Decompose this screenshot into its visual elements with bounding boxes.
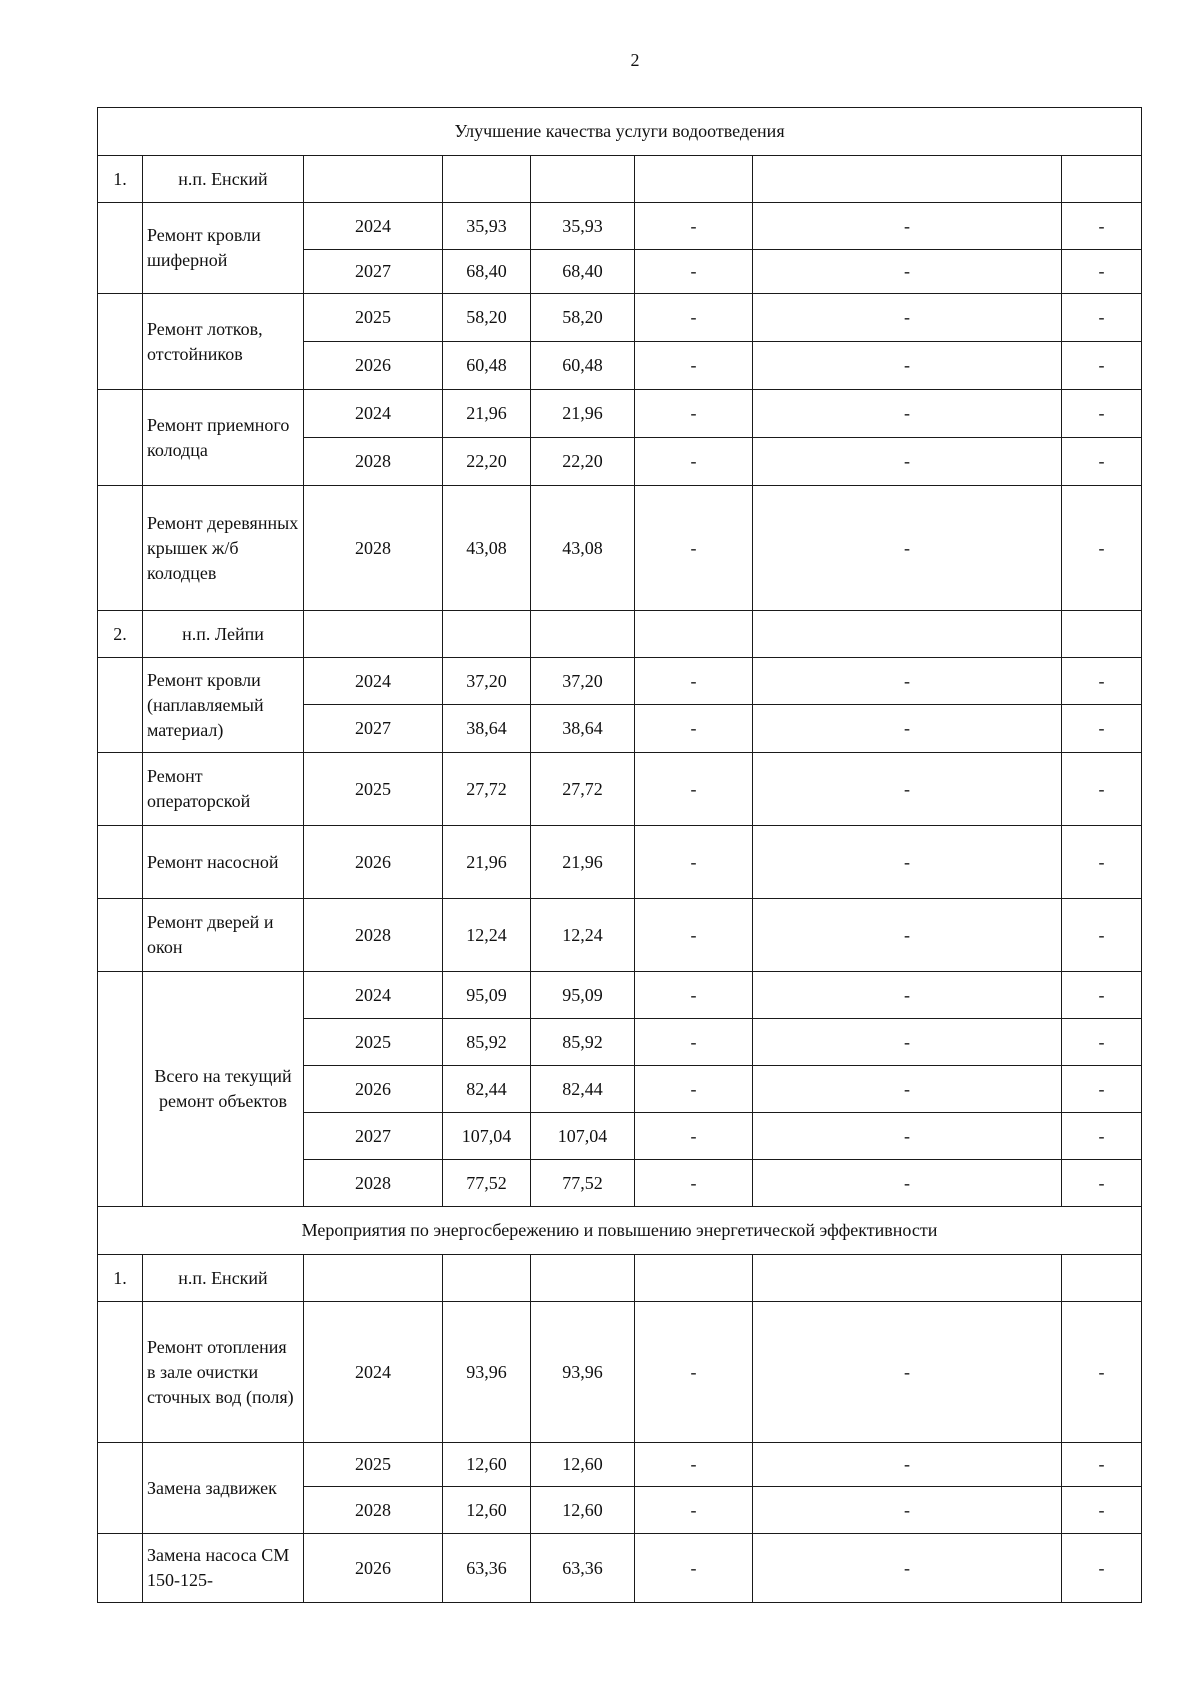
dash-cell: -	[635, 1066, 753, 1113]
settlement-name: н.п. Енский	[143, 156, 304, 203]
empty-cell	[753, 611, 1062, 658]
dash-cell: -	[1062, 826, 1142, 899]
value-cell: 77,52	[531, 1160, 635, 1207]
dash-cell: -	[753, 1066, 1062, 1113]
value-cell: 107,04	[443, 1113, 531, 1160]
dash-cell: -	[753, 1443, 1062, 1487]
value-cell: 58,20	[443, 294, 531, 342]
value-cell: 68,40	[443, 250, 531, 294]
dash-cell: -	[753, 753, 1062, 826]
empty-cell	[98, 203, 143, 294]
group-number: 1.	[98, 1255, 143, 1302]
value-cell: 37,20	[531, 658, 635, 705]
dash-cell: -	[635, 1302, 753, 1443]
value-cell: 37,20	[443, 658, 531, 705]
dash-cell: -	[1062, 250, 1142, 294]
dash-cell: -	[1062, 1487, 1142, 1534]
item-name: Ремонт отопления в зале очистки сточных вод (поля)	[143, 1302, 304, 1443]
year-cell: 2024	[304, 972, 443, 1019]
dash-cell: -	[753, 1487, 1062, 1534]
dash-cell: -	[1062, 658, 1142, 705]
value-cell: 85,92	[531, 1019, 635, 1066]
value-cell: 21,96	[531, 390, 635, 438]
item-name: Ремонт кровли шиферной	[143, 203, 304, 294]
empty-cell	[1062, 611, 1142, 658]
value-cell: 21,96	[443, 826, 531, 899]
value-cell: 95,09	[531, 972, 635, 1019]
year-cell: 2026	[304, 826, 443, 899]
item-name: Ремонт лотков, отстойников	[143, 294, 304, 390]
empty-cell	[443, 156, 531, 203]
year-cell: 2027	[304, 705, 443, 753]
value-cell: 82,44	[443, 1066, 531, 1113]
section-title: Мероприятия по энергосбережению и повышению энергетической эффективности	[98, 1207, 1142, 1255]
dash-cell: -	[1062, 1113, 1142, 1160]
empty-cell	[98, 1302, 143, 1443]
dash-cell: -	[1062, 342, 1142, 390]
year-cell: 2025	[304, 294, 443, 342]
empty-cell	[98, 972, 143, 1207]
value-cell: 77,52	[443, 1160, 531, 1207]
dash-cell: -	[635, 1443, 753, 1487]
dash-cell: -	[1062, 1534, 1142, 1603]
empty-cell	[304, 1255, 443, 1302]
dash-cell: -	[753, 203, 1062, 250]
item-name: Замена задвижек	[143, 1443, 304, 1534]
dash-cell: -	[1062, 972, 1142, 1019]
dash-cell: -	[635, 899, 753, 972]
value-cell: 35,93	[443, 203, 531, 250]
dash-cell: -	[635, 390, 753, 438]
empty-cell	[443, 611, 531, 658]
value-cell: 12,60	[443, 1443, 531, 1487]
empty-cell	[98, 294, 143, 390]
dash-cell: -	[1062, 390, 1142, 438]
total-label: Всего на текущий ремонт объектов	[143, 972, 304, 1207]
empty-cell	[98, 753, 143, 826]
year-cell: 2025	[304, 1019, 443, 1066]
dash-cell: -	[1062, 1302, 1142, 1443]
dash-cell: -	[1062, 1160, 1142, 1207]
value-cell: 12,60	[443, 1487, 531, 1534]
dash-cell: -	[635, 972, 753, 1019]
empty-cell	[531, 611, 635, 658]
empty-cell	[304, 156, 443, 203]
dash-cell: -	[753, 486, 1062, 611]
dash-cell: -	[753, 658, 1062, 705]
year-cell: 2024	[304, 1302, 443, 1443]
dash-cell: -	[1062, 899, 1142, 972]
dash-cell: -	[635, 1487, 753, 1534]
dash-cell: -	[1062, 438, 1142, 486]
section-title: Улучшение качества услуги водоотведения	[98, 108, 1142, 156]
value-cell: 107,04	[531, 1113, 635, 1160]
works-table	[97, 107, 1142, 1603]
year-cell: 2024	[304, 390, 443, 438]
dash-cell: -	[753, 1302, 1062, 1443]
dash-cell: -	[753, 972, 1062, 1019]
item-name: Ремонт операторской	[143, 753, 304, 826]
empty-cell	[635, 156, 753, 203]
value-cell: 63,36	[443, 1534, 531, 1603]
dash-cell: -	[753, 438, 1062, 486]
year-cell: 2026	[304, 342, 443, 390]
empty-cell	[98, 1534, 143, 1603]
value-cell: 12,60	[531, 1487, 635, 1534]
value-cell: 82,44	[531, 1066, 635, 1113]
year-cell: 2026	[304, 1066, 443, 1113]
value-cell: 22,20	[531, 438, 635, 486]
value-cell: 68,40	[531, 250, 635, 294]
dash-cell: -	[635, 1534, 753, 1603]
dash-cell: -	[753, 899, 1062, 972]
empty-cell	[531, 1255, 635, 1302]
dash-cell: -	[753, 390, 1062, 438]
value-cell: 12,24	[531, 899, 635, 972]
dash-cell: -	[635, 342, 753, 390]
empty-cell	[635, 611, 753, 658]
dash-cell: -	[635, 250, 753, 294]
dash-cell: -	[635, 753, 753, 826]
empty-cell	[98, 1443, 143, 1534]
year-cell: 2024	[304, 203, 443, 250]
value-cell: 38,64	[443, 705, 531, 753]
value-cell: 43,08	[443, 486, 531, 611]
empty-cell	[443, 1255, 531, 1302]
year-cell: 2028	[304, 486, 443, 611]
dash-cell: -	[1062, 1443, 1142, 1487]
empty-cell	[98, 390, 143, 486]
dash-cell: -	[1062, 753, 1142, 826]
value-cell: 38,64	[531, 705, 635, 753]
dash-cell: -	[1062, 203, 1142, 250]
year-cell: 2026	[304, 1534, 443, 1603]
dash-cell: -	[635, 294, 753, 342]
dash-cell: -	[753, 294, 1062, 342]
year-cell: 2028	[304, 899, 443, 972]
value-cell: 93,96	[443, 1302, 531, 1443]
year-cell: 2024	[304, 658, 443, 705]
dash-cell: -	[1062, 486, 1142, 611]
dash-cell: -	[635, 1160, 753, 1207]
value-cell: 12,60	[531, 1443, 635, 1487]
year-cell: 2025	[304, 1443, 443, 1487]
item-name: Ремонт кровли (наплавляемый материал)	[143, 658, 304, 753]
item-name: Ремонт дверей и окон	[143, 899, 304, 972]
item-name: Ремонт насосной	[143, 826, 304, 899]
empty-cell	[753, 1255, 1062, 1302]
value-cell: 95,09	[443, 972, 531, 1019]
year-cell: 2027	[304, 250, 443, 294]
empty-cell	[753, 156, 1062, 203]
dash-cell: -	[753, 1534, 1062, 1603]
value-cell: 12,24	[443, 899, 531, 972]
settlement-name: н.п. Лейпи	[143, 611, 304, 658]
dash-cell: -	[753, 826, 1062, 899]
empty-cell	[98, 486, 143, 611]
item-name: Ремонт приемного колодца	[143, 390, 304, 486]
dash-cell: -	[753, 1019, 1062, 1066]
dash-cell: -	[635, 826, 753, 899]
value-cell: 85,92	[443, 1019, 531, 1066]
value-cell: 35,93	[531, 203, 635, 250]
dash-cell: -	[1062, 705, 1142, 753]
value-cell: 60,48	[443, 342, 531, 390]
dash-cell: -	[753, 1113, 1062, 1160]
empty-cell	[304, 611, 443, 658]
empty-cell	[98, 658, 143, 753]
dash-cell: -	[1062, 294, 1142, 342]
value-cell: 27,72	[531, 753, 635, 826]
dash-cell: -	[753, 342, 1062, 390]
year-cell: 2028	[304, 1487, 443, 1534]
dash-cell: -	[753, 250, 1062, 294]
value-cell: 21,96	[443, 390, 531, 438]
dash-cell: -	[635, 705, 753, 753]
value-cell: 43,08	[531, 486, 635, 611]
dash-cell: -	[635, 203, 753, 250]
empty-cell	[98, 899, 143, 972]
dash-cell: -	[635, 486, 753, 611]
group-number: 2.	[98, 611, 143, 658]
dash-cell: -	[1062, 1066, 1142, 1113]
dash-cell: -	[635, 438, 753, 486]
empty-cell	[98, 826, 143, 899]
empty-cell	[531, 156, 635, 203]
dash-cell: -	[1062, 1019, 1142, 1066]
page-number: 2	[630, 50, 640, 70]
empty-cell	[1062, 156, 1142, 203]
value-cell: 22,20	[443, 438, 531, 486]
item-name: Ремонт деревянных крышек ж/б колодцев	[143, 486, 304, 611]
value-cell: 21,96	[531, 826, 635, 899]
dash-cell: -	[753, 1160, 1062, 1207]
dash-cell: -	[635, 658, 753, 705]
year-cell: 2028	[304, 438, 443, 486]
value-cell: 63,36	[531, 1534, 635, 1603]
value-cell: 27,72	[443, 753, 531, 826]
year-cell: 2027	[304, 1113, 443, 1160]
dash-cell: -	[635, 1113, 753, 1160]
year-cell: 2028	[304, 1160, 443, 1207]
settlement-name: н.п. Енский	[143, 1255, 304, 1302]
dash-cell: -	[753, 705, 1062, 753]
value-cell: 58,20	[531, 294, 635, 342]
empty-cell	[1062, 1255, 1142, 1302]
dash-cell: -	[635, 1019, 753, 1066]
group-number: 1.	[98, 156, 143, 203]
value-cell: 60,48	[531, 342, 635, 390]
value-cell: 93,96	[531, 1302, 635, 1443]
year-cell: 2025	[304, 753, 443, 826]
item-name: Замена насоса СМ 150-125-	[143, 1534, 304, 1603]
empty-cell	[635, 1255, 753, 1302]
